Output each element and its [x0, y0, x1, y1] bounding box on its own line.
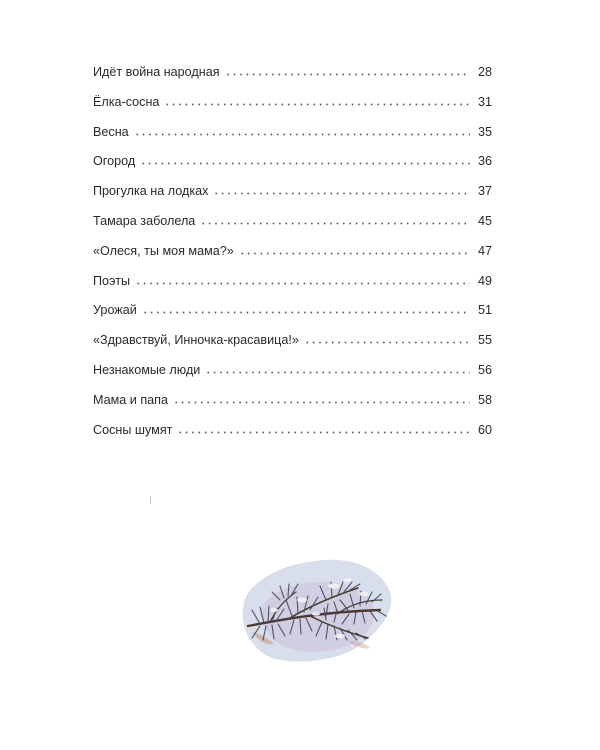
- toc-entry-page: 49: [477, 273, 492, 288]
- toc-entry-page: 28: [477, 65, 492, 79]
- toc-entry-title: Прогулка на лодках: [93, 184, 209, 199]
- toc-entry[interactable]: [93, 122, 492, 152]
- toc-entry-title: Идёт война народная: [93, 65, 220, 79]
- paper-speck: [150, 496, 151, 504]
- toc-entry-page: 36: [477, 154, 492, 169]
- toc-entry-title: Ёлка-сосна: [93, 94, 160, 109]
- toc-entry-page: 31: [477, 94, 492, 109]
- dot-leader: [134, 122, 470, 136]
- toc-entry-page: 58: [477, 392, 492, 407]
- toc-entry-page: 37: [477, 184, 492, 199]
- toc-entry[interactable]: [93, 62, 492, 92]
- toc-entry-title: «Олеся, ты моя мама?»: [93, 243, 234, 258]
- toc-entry-title: Сосны шумят: [93, 422, 173, 437]
- toc-entry-page: 60: [477, 422, 492, 437]
- toc-entry[interactable]: [93, 92, 492, 122]
- toc-entry-title: Урожай: [93, 303, 137, 318]
- dot-leader: [135, 271, 470, 285]
- pine-branch-icon: [230, 540, 400, 675]
- dot-leader: [304, 330, 470, 344]
- dot-leader: [164, 92, 470, 106]
- dot-leader: [177, 420, 470, 434]
- toc-entry-page: 51: [477, 303, 492, 318]
- toc-entry-page: 45: [477, 213, 492, 228]
- toc-entry-title: Поэты: [93, 273, 131, 288]
- toc-entry-title: «Здравствуй, Инночка-красавица!»: [93, 333, 299, 348]
- toc-entry-title: Огород: [93, 154, 136, 169]
- toc-entry-page: 55: [477, 333, 492, 348]
- toc-entry[interactable]: [93, 330, 492, 360]
- dot-leader: [213, 181, 470, 195]
- toc-entry-title: Весна: [93, 124, 129, 139]
- toc-entry[interactable]: [93, 151, 492, 181]
- dot-leader: [225, 62, 470, 76]
- toc-entry-title: Мама и папа: [93, 392, 168, 407]
- toc-entry[interactable]: [93, 241, 492, 271]
- toc-entry[interactable]: [93, 211, 492, 241]
- toc-entry-title: Незнакомые люди: [93, 362, 201, 377]
- dot-leader: [142, 300, 470, 314]
- toc-entry-page: 56: [477, 362, 492, 377]
- toc-entry[interactable]: [93, 181, 492, 211]
- toc-entry-page: 47: [477, 243, 492, 258]
- toc-entry[interactable]: [93, 271, 492, 301]
- toc-entry[interactable]: [93, 360, 492, 390]
- toc-entry-title: Тамара заболела: [93, 213, 196, 228]
- toc-entry[interactable]: [93, 390, 492, 420]
- dot-leader: [173, 390, 470, 404]
- dot-leader: [205, 360, 470, 374]
- dot-leader: [200, 211, 470, 225]
- dot-leader: [239, 241, 470, 255]
- toc-entry-page: 35: [477, 124, 492, 139]
- table-of-contents: [93, 62, 492, 449]
- toc-entry[interactable]: [93, 420, 492, 450]
- dot-leader: [140, 151, 470, 165]
- toc-entry[interactable]: [93, 300, 492, 330]
